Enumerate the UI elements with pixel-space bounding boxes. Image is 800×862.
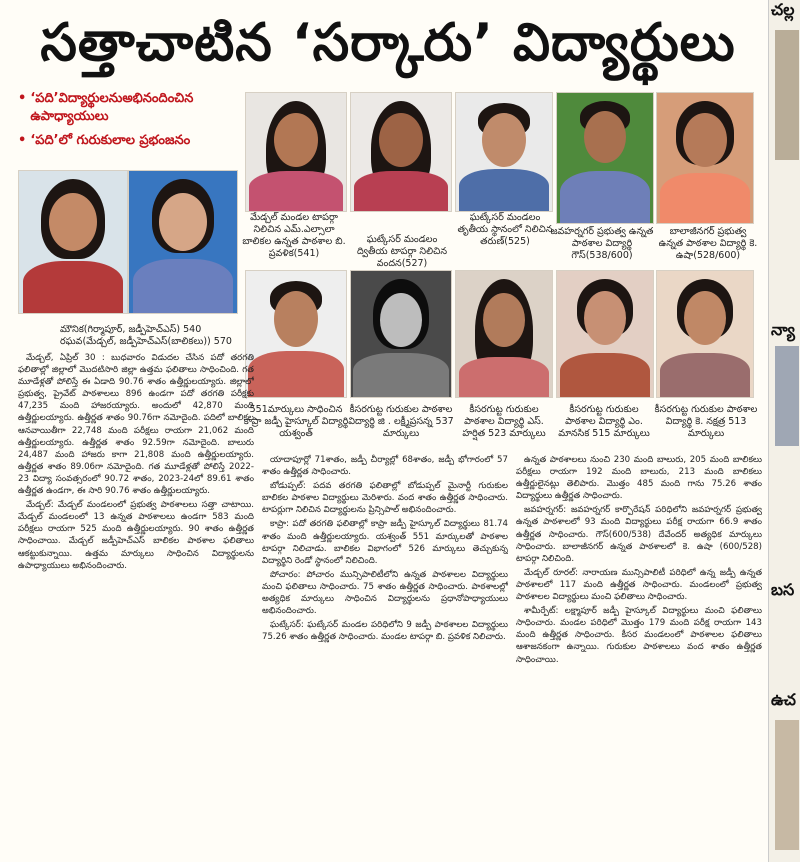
article-column-3 [516, 454, 762, 858]
bullet-icon: • [18, 91, 27, 106]
caption-manasika: కీసరగుట్ట గురుకుల పాఠశాల విద్యార్థి ఎం. మానసిక 515 మార్కులు [558, 404, 650, 439]
caption-lakshmi-prasanna: కీసరగుట్ట గురుకుల పాఠశాల విద్యార్థి జి . లక్ష్మీప్రసన్న 537 మార్కులు [348, 404, 454, 439]
paragraph: మేడ్చల్: మేడ్చల్ మండలంలో ప్రభుత్వ పాఠశాలలు సత్తా చాటాయి. మేడ్చల్ మండలంలో 13 ఉన్నత పాఠశాలలు ఉండగా 583 మంది పరీక్షలు రాయగా 525 మంది ఉత్తీర్ణులయ్యారు. 90 శాతం ఉత్తీర్ణత సాధించాయి. మేడ్చల్ జడ్పీహెచ్ఎస్ బాలికల పాఠశాల ఫలితాలు ఆకట్టుకున్నాయి. ఉత్తమ మార్కులు సాధించిన విద్యార్థులను ఉపాధ్యాయులు అభినందించారు. [18, 500, 254, 571]
photo-mounika [18, 170, 128, 314]
photo-harshitha [455, 270, 553, 398]
paragraph: ఘట్కేసర్: ఘట్కేసర్ మండల పరిధిలోని 9 జడ్పీ పాఠశాలల విద్యార్థులు 75.26 శాతం ఉత్తీర్ణత సాధించారు. మండల టాపర్గా బి. ప్రవళిక నిలిచారు. [262, 620, 508, 643]
adjacent-column-sidebar [768, 0, 800, 862]
caption-topleft-pair: మౌనిక(గిర్మాపూర్, జడ్పీహెచ్ఎస్) 540 రఘవ(మేడ్చల్, జడ్పీహెచ్ఎస్(బాలికలు)) 570 [60, 324, 232, 347]
caption-vandana: ఘట్కేసర్ మండలం ద్వితీయ టాపర్గా నిలిచిన వందన(527) [356, 234, 447, 269]
caption-harshitha: కీసరగుట్ట గురుకుల పాఠశాల విద్యార్థి ఎస్. హర్షిత 523 మార్కులు [462, 404, 546, 439]
photo-raghava [128, 170, 238, 314]
photo-tarun [455, 92, 553, 212]
paragraph: జవహర్నగర్: జవహర్నగర్ కార్పొరేషన్ పరిధిలోని జవహర్నగర్ ప్రభుత్వ ఉన్నత పాఠశాలలో 93 మంది విద్యార్థులు పరీక్ష రాయగా 66.9 శాతం ఉత్తీర్ణత సాధించారు. గౌస్(600/538) దేవేందర్ అత్యధిక మార్కులు సాధించారు. బాలాజీనగర్ ఉన్నత పాఠశాలలో కె. ఉషా (600/528) టాపర్గా నిలిచింది. [516, 505, 762, 564]
paragraph: కాప్రా: పదో తరగతి ఫలితాల్లో కాప్రా జడ్పీ హైస్కూల్ విద్యార్థులు 81.74 శాతం మంది ఉత్తీర్ణులయ్యారు. యశ్వంత్ 551 మార్కులతో పాఠశాల టాపర్గా నిలిచాడు. బాలికల విభాగంలో 526 మార్కులు తెచ్చుకున్న విద్యార్థిని రెండో స్థానంలో నిలిచింది. [262, 519, 508, 566]
photo-gaus [556, 92, 654, 224]
photo-yashwanth [245, 270, 347, 398]
article-column-1 [18, 352, 254, 858]
paragraph: పోచారం: పోచారం మున్సిపాలిటీలోని ఉన్నత పాఠశాలల విద్యార్థులు మంచి ఫలితాలు సాధించారు. 75 శాతం ఉత్తీర్ణత సాధించారు. పాఠశాలల్లో అత్యధిక మార్కులు సాధించిన విద్యార్థులను ప్రధానోపాధ్యాయులు అభినందించారు. [262, 569, 508, 617]
sidebar-image [775, 720, 799, 850]
article-column-2 [262, 454, 508, 858]
photo-usha [656, 92, 754, 224]
sidebar-heading: బస [771, 580, 795, 599]
photo-pravalika [245, 92, 347, 212]
caption-yashwanth: 551మార్కులు సాధించిన కాప్రా జడ్పీ హైస్కూల్ విద్యార్థి యశ్వంత్ [243, 404, 349, 439]
paragraph: శామీర్పేట్: లక్ష్మాపూర్ జడ్పీ హైస్కూల్ విద్యార్థులు మంచి ఫలితాలు సాధించారు. మండల పరిధిలో మొత్తం 179 మంది పరీక్ష రాయగా 143 మంది ఉత్తీర్ణత సాధించారు. కీసర మండలంలో పాఠశాలల ఫలితాలు ఆశాజనకంగా ఉన్నాయి. గురుకుల పాఠశాలలు వంద శాతం ఉత్తీర్ణత సాధించాయి. [516, 606, 762, 665]
sidebar-heading: చల్ల [771, 0, 795, 19]
caption-pravalika: మేడ్చల్ మండల టాపర్గా నిలిచిన ఎమ్.ఎల్సాలా బాలికల ఉన్నత పాఠశాల బి. ప్రవళిక(541) [242, 212, 346, 259]
bullet-icon: • [18, 133, 27, 148]
headline: సత్తాచాటిన ‘సర్కారు’ విద్యార్థులు [40, 13, 736, 73]
highlights [18, 90, 236, 166]
sidebar-image [775, 30, 799, 160]
caption-usha: బాలాజీనగర్ ప్రభుత్వ ఉన్నత పాఠశాల విద్యార్థి కె. ఉషా(528/600) [658, 226, 758, 261]
photo-manasika [556, 270, 654, 398]
highlight-item: • ‘పది’విద్యార్థులనుఅభినందించిన ఉపాధ్యాయులు [18, 91, 194, 124]
highlight-item: • ‘పది’లో గురుకులాల ప్రభంజనం [18, 133, 191, 148]
photo-lakshmi-prasanna [350, 270, 452, 398]
photo-nakshatra [656, 270, 754, 398]
caption-gaus: జవహర్నగర్ ప్రభుత్వ ఉన్నత పాఠశాల విద్యార్థి గౌస్(538/600) [550, 226, 654, 261]
paragraph: ఉన్నత పాఠశాలలు నుంచి 230 మంది బాలురు, 205 మంది బాలికలు పరీక్షలు రాయగా 192 మంది బాలురు, 213 మంది బాలికలు ఉత్తీర్ణులైనట్లు తెలిపారు. మొత్తం 485 మంది గాను 75.26 శాతం విద్యార్థులు ఉత్తీర్ణత సాధించారు. [516, 455, 762, 502]
photo-vandana [350, 92, 452, 212]
paragraph: మేడ్చల్ రూరల్: నారాయణ మున్సిపాలిటీ పరిధిలో ఉన్న జడ్పీ ఉన్నత పాఠశాలలో 117 మంది ఉత్తీర్ణత సాధించారు. మండలంలో ప్రభుత్వ పాఠశాలల విద్యార్థులు మంచి ఫలితాలు సాధించారు. [516, 567, 762, 603]
sidebar-heading: ఉచ [771, 690, 796, 709]
sidebar-heading: న్యా [771, 320, 795, 339]
caption-tarun: ఘట్కేసర్ మండలం తృతీయ స్థానంలో నిలిచిన తరుణ్(525) [457, 212, 553, 247]
caption-nakshatra: కీసరగుట్ట గురుకుల పాఠశాల విద్యార్థి కె. నక్షత్ర 513 మార్కులు [654, 404, 758, 439]
paragraph: మేడ్చల్, ఏప్రిల్ 30 : బుధవారం విడుదల చేసిన పదో తరగతి ఫలితాల్లో జిల్లాలో మొదటిసారి జిల్లా ఉత్తమ ఫలితాలు సాధించింది. గత మూడేళ్లతో పోలిస్తే ఈ ఏడాది 90.76 శాతం ఉత్తీర్ణులయ్యారు. జిల్లాలో ప్రభుత్వ, ప్రైవేట్ పాఠశాలలు 896 ఉండగా పదో తరగతి పరీక్షకు 47,235 మంది హాజరయ్యారు. అందులో 42,870 మంది ఉత్తీర్ణులయ్యారు. ఉత్తీర్ణత శాతం 90.76గా నమోదైంది. పదిలో బాలికల ఆనవాయితీగా 22,748 మంది పరీక్షలు రాయగా 21,062 మంది ఉత్తీర్ణులయ్యారు. ఉత్తీర్ణత శాతం 92.59గా నమోదైంది. బాలురు 24,487 మంది హాజరు కాగా 21,808 మంది ఉత్తీర్ణులయ్యారు. ఉత్తీర్ణత శాతం 89.06గా నమోదైంది. గత మూడేళ్లతో పోలిస్తే 2022-23 విద్యా సంవత్సరంలో 90.72 శాతం, 2023-24లో 89.61 శాతం ఉత్తీర్ణత ఉండగా, ఈ సారి 90.76 శాతం ఉత్తీర్ణులయ్యారు. [18, 353, 254, 497]
sidebar-image [775, 346, 799, 446]
paragraph: యాదాపూర్లో 71శాతం, జడ్పీ చీర్యాల్లో 68శాతం, జడ్పీ భోగారంలో 57 శాతం ఉత్తీర్ణత సాధించారు. [262, 455, 508, 478]
paragraph: బోడుప్పల్: పదవ తరగతి ఫలితాల్లో బోడుప్పల్ మైనార్టీ గురుకుల బాలికల పాఠశాల విద్యార్థులు మెరిశారు. వంద శాతం ఉత్తీర్ణత సాధించారు. టాపర్లుగా నిలిచిన విద్యార్థులను ప్రిన్సిపాల్ అభినందించారు. [262, 481, 508, 516]
